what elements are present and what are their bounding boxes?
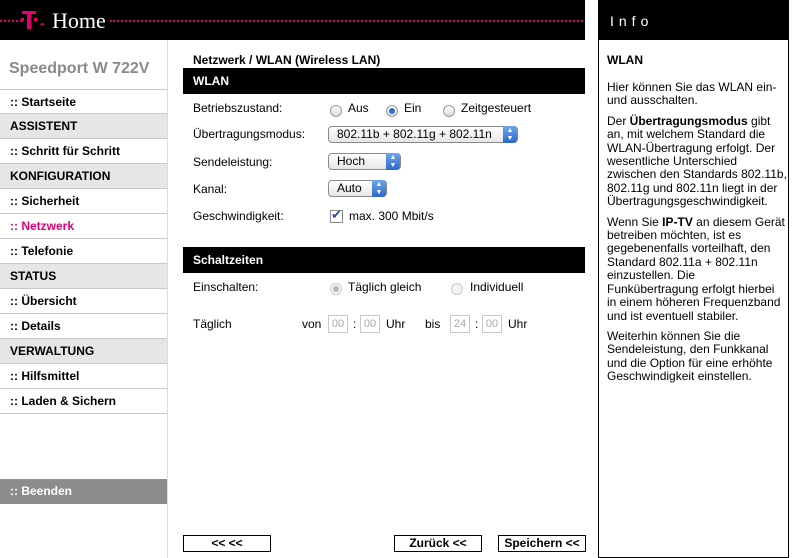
info-paragraph-4: Weiterhin können Sie die Sendeleistung, den Funkkanal und die Option für eine erhöhte Geschwindigkeit einstellen. xyxy=(607,328,773,384)
sidebar-divider xyxy=(167,40,168,558)
radio-zeitgesteuert-label: Zeitgesteuert xyxy=(461,101,532,115)
wlan-section-header: WLAN xyxy=(183,68,585,94)
radio-ein-label: Ein xyxy=(404,101,422,115)
from-minute-input[interactable]: 00 xyxy=(360,315,380,333)
breadcrumb: Netzwerk / WLAN (Wireless LAN) xyxy=(193,53,381,67)
speichern-button[interactable]: Speichern << xyxy=(498,535,586,552)
info-panel xyxy=(598,40,789,558)
sendeleistung-select[interactable] xyxy=(328,153,401,170)
main-content xyxy=(183,40,585,558)
kanal-select[interactable] xyxy=(328,180,387,197)
time-colon: : xyxy=(353,317,357,331)
time-colon: : xyxy=(475,317,479,331)
bis-label: bis xyxy=(425,317,441,331)
kanal-label: Kanal: xyxy=(193,182,228,196)
sidebar-section-konfiguration: KONFIGURATION xyxy=(0,164,167,189)
chevron-updown-icon: ▲ ▼ xyxy=(372,180,386,197)
to-minute-input[interactable]: 00 xyxy=(482,315,502,333)
top-header xyxy=(0,0,585,40)
from-hour-input[interactable]: 00 xyxy=(328,315,348,333)
header-dots-right xyxy=(110,20,583,22)
radio-individuell[interactable] xyxy=(451,283,463,295)
sidebar-item-sicherheit[interactable]: :: Sicherheit xyxy=(0,189,167,214)
sidebar-item-telefonie[interactable]: :: Telefonie xyxy=(0,239,167,264)
radio-individuell-label: Individuell xyxy=(470,280,524,294)
sendeleistung-label: Sendeleistung: xyxy=(193,155,273,169)
device-model: Speedport W 722V xyxy=(9,60,150,77)
sidebar-section-assistent: ASSISTENT xyxy=(0,114,167,139)
von-label: von xyxy=(302,317,322,331)
betriebszustand-label: Betriebszustand: xyxy=(193,101,283,115)
info-paragraph-2: Der Übertragungsmodus gibt an, mit welchem Standard die WLAN-Übertragung erfolgt. Der wesentliche Unterschied zwischen den Standards 802.11b, 802.11g und 802.11n liegt in der Übertragungsgeschwindigkeit. xyxy=(607,113,787,209)
sidebar-item-laden-sichern[interactable]: :: Laden & Sichern xyxy=(0,389,167,414)
schaltzeiten-section-header: Schaltzeiten xyxy=(183,247,585,273)
info-paragraph-3: Wenn Sie IP-TV an diesem Gerät betreiben möchten, ist es gegebenenfalls vorteilhaft, den Standard 802.11a + 802.11n einzustellen. Die Funkübertragung erfolgt hierbei in einem höheren Frequenzband und ist eventuell stabiler. xyxy=(607,214,785,323)
uhr-label-2: Uhr xyxy=(508,317,528,331)
modus-select[interactable] xyxy=(328,126,518,143)
home-title[interactable]: Home xyxy=(52,8,106,33)
telekom-logo-icon xyxy=(22,11,36,31)
logo-dash: - xyxy=(40,15,45,31)
info-text xyxy=(607,81,787,391)
sendeleistung-select-value: Hoch xyxy=(337,154,366,168)
sidebar-item-startseite[interactable]: :: Startseite xyxy=(0,89,167,114)
info-header-title: Info xyxy=(610,13,654,29)
chevron-updown-icon: ▲ ▼ xyxy=(386,153,400,170)
back-button[interactable]: << << xyxy=(183,535,271,552)
header-dots-left xyxy=(0,20,22,22)
zurueck-button[interactable]: Zurück << xyxy=(394,535,482,552)
sidebar-nav xyxy=(0,89,167,414)
info-header xyxy=(598,0,789,40)
sidebar-item-uebersicht[interactable]: :: Übersicht xyxy=(0,289,167,314)
taeglich-label: Täglich xyxy=(193,317,232,331)
radio-zeitgesteuert[interactable] xyxy=(443,105,455,117)
sidebar-section-status: STATUS xyxy=(0,264,167,289)
logout-button[interactable]: :: Beenden xyxy=(0,479,167,504)
geschwindigkeit-label: Geschwindigkeit: xyxy=(193,209,284,223)
geschwindigkeit-checkbox[interactable] xyxy=(330,210,343,223)
sidebar-section-verwaltung: VERWALTUNG xyxy=(0,339,167,364)
uhr-label-1: Uhr xyxy=(386,317,406,331)
modus-label: Übertragungsmodus: xyxy=(193,127,306,141)
sidebar-item-hilfsmittel[interactable]: :: Hilfsmittel xyxy=(0,364,167,389)
einschalten-label: Einschalten: xyxy=(193,280,259,294)
kanal-select-value: Auto xyxy=(337,181,362,195)
sidebar-item-details[interactable]: :: Details xyxy=(0,314,167,339)
to-hour-input[interactable]: 24 xyxy=(450,315,470,333)
radio-ein[interactable] xyxy=(386,105,398,117)
sidebar-item-netzwerk[interactable]: :: Netzwerk xyxy=(0,214,167,239)
sidebar xyxy=(0,40,167,558)
radio-aus-label: Aus xyxy=(348,101,369,115)
radio-taeglich-gleich[interactable] xyxy=(330,283,342,295)
chevron-updown-icon: ▲ ▼ xyxy=(503,126,517,143)
info-paragraph-1: Hier können Sie das WLAN ein- und ausschalten. xyxy=(607,80,777,108)
radio-aus[interactable] xyxy=(330,105,342,117)
geschwindigkeit-value: max. 300 Mbit/s xyxy=(349,209,434,223)
info-title: WLAN xyxy=(607,53,643,67)
radio-taeglich-gleich-label: Täglich gleich xyxy=(348,280,422,294)
sidebar-item-schritt-fuer-schritt[interactable]: :: Schritt für Schritt xyxy=(0,139,167,164)
modus-select-value: 802.11b + 802.11g + 802.11n xyxy=(337,127,492,141)
